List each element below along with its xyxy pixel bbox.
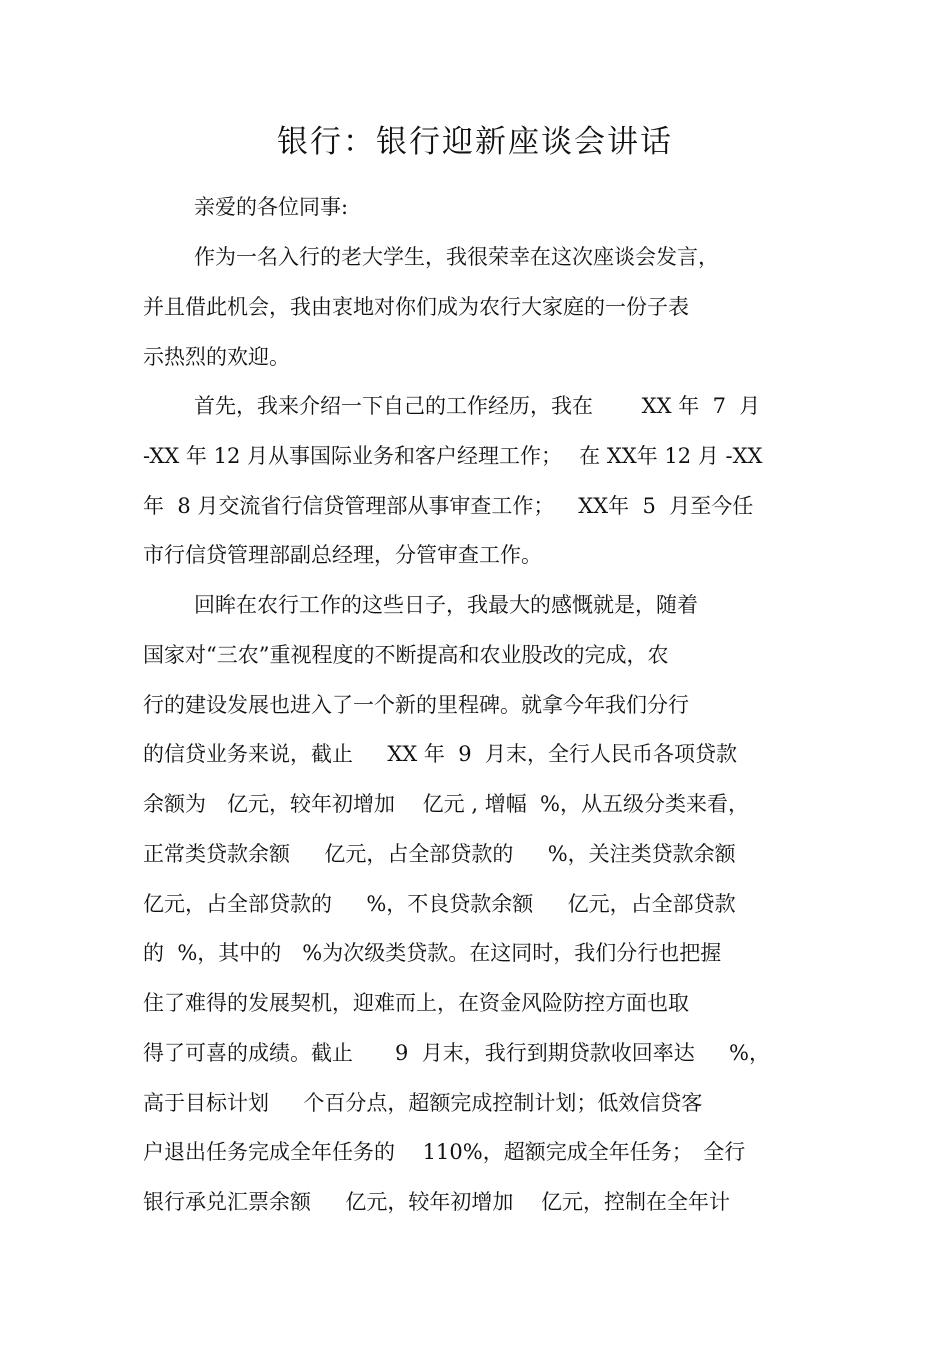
body-line: 国家对“三农”重视程度的不断提高和农业股改的完成，农: [143, 643, 669, 667]
body-line: 高于目标计划 个百分点，超额完成控制计划；低效信贷客: [143, 1091, 703, 1115]
body-line: -XX 年 12 月从事国际业务和客户经理工作； 在 XX年 12 月 -XX: [143, 444, 763, 468]
body-line: 正常类贷款余额 亿元，占全部贷款的 %，关注类贷款余额: [143, 842, 736, 866]
body-line: 年 8 月交流省行信贷管理部从事审查工作； XX年 5 月至今任: [143, 494, 754, 518]
body-line: 回眸在农行工作的这些日子，我最大的感慨就是，随着: [194, 593, 698, 617]
body-line: 的信贷业务来说，截止 XX 年 9 月末，全行人民币各项贷款: [143, 742, 737, 766]
document-title: 银行：银行迎新座谈会讲话: [277, 124, 673, 160]
salutation-line: 亲爱的各位同事:: [194, 195, 349, 219]
body-line: 并且借此机会，我由衷地对你们成为农行大家庭的一份子表: [143, 295, 689, 319]
body-line: 余额为 亿元，较年初增加 亿元 , 增幅 %，从五级分类来看，: [143, 792, 750, 816]
body-line: 得了可喜的成绩。截止 9 月末，我行到期贷款收回率达 %，: [143, 1041, 771, 1065]
body-line: 作为一名入行的老大学生，我很荣幸在这次座谈会发言，: [194, 245, 719, 269]
body-line: 亿元，占全部贷款的 %，不良贷款余额 亿元，占全部贷款: [143, 892, 736, 916]
body-line: 银行承兑汇票余额 亿元，较年初增加 亿元，控制在全年计: [143, 1190, 731, 1214]
body-line: 户退出任务完成全年任务的 110%，超额完成全年任务； 全行: [143, 1140, 746, 1164]
body-line: 的 %，其中的 %为次级类贷款。在这同时，我们分行也把握: [143, 941, 722, 965]
body-line: 示热烈的欢迎。: [143, 345, 290, 369]
body-line: 行的建设发展也进入了一个新的里程碑。就拿今年我们分行: [143, 693, 689, 717]
body-line: 市行信贷管理部副总经理，分管审查工作。: [143, 543, 542, 567]
body-line: 住了难得的发展契机，迎难而上，在资金风险防控方面也取: [143, 991, 689, 1015]
body-line: 首先，我来介绍一下自己的工作经历，我在 XX 年 7 月: [194, 394, 761, 418]
